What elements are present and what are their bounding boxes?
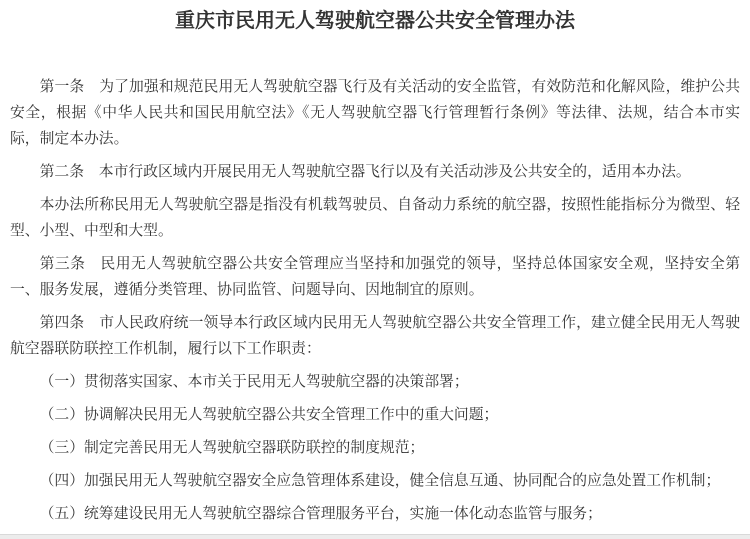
document-title: 重庆市民用无人驾驶航空器公共安全管理办法 xyxy=(175,10,575,32)
list-item-duty-3: （三）制定完善民用无人驾驶航空器联防联控的制度规范； xyxy=(39,440,425,456)
paragraph-article-2-definition: 本办法所称民用无人驾驶航空器是指没有机载驾驶员、自备动力系统的航空器，按照性能指标分为微型、轻型、小型、中型和大型。 xyxy=(10,197,740,239)
list-item-duty-1: （一）贯彻落实国家、本市关于民用无人驾驶航空器的决策部署； xyxy=(39,374,469,390)
list-item-duty-5: （五）统筹建设民用无人驾驶航空器综合管理服务平台，实施一体化动态监管与服务； xyxy=(39,506,602,522)
bottom-edge-divider xyxy=(0,534,750,539)
paragraph-article-1: 第一条 为了加强和规范民用无人驾驶航空器飞行及有关活动的安全监管，有效防范和化解风险，维护公共安全，根据《中华人民共和国民用航空法》《无人驾驶航空器飞行管理暂行条例》等法律、法规，结合本市实际，制定本办法。 xyxy=(10,79,740,147)
paragraph-article-4: 第四条 市人民政府统一领导本行政区域内民用无人驾驶航空器公共安全管理工作，建立健全民用无人驾驶航空器联防联控工作机制，履行以下工作职责： xyxy=(10,315,740,357)
list-item-duty-2: （二）协调解决民用无人驾驶航空器公共安全管理工作中的重大问题； xyxy=(39,407,499,423)
paragraph-article-3: 第三条 民用无人驾驶航空器公共安全管理应当坚持和加强党的领导，坚持总体国家安全观，坚持安全第一、服务发展，遵循分类管理、协同监管、问题导向、因地制宜的原则。 xyxy=(10,256,740,298)
paragraph-article-2: 第二条 本市行政区域内开展民用无人驾驶航空器飞行以及有关活动涉及公共安全的，适用本办法。 xyxy=(39,164,691,180)
list-item-duty-4: （四）加强民用无人驾驶航空器安全应急管理体系建设，健全信息互通、协同配合的应急处置工作机制； xyxy=(39,473,721,489)
document-page xyxy=(0,6,750,539)
